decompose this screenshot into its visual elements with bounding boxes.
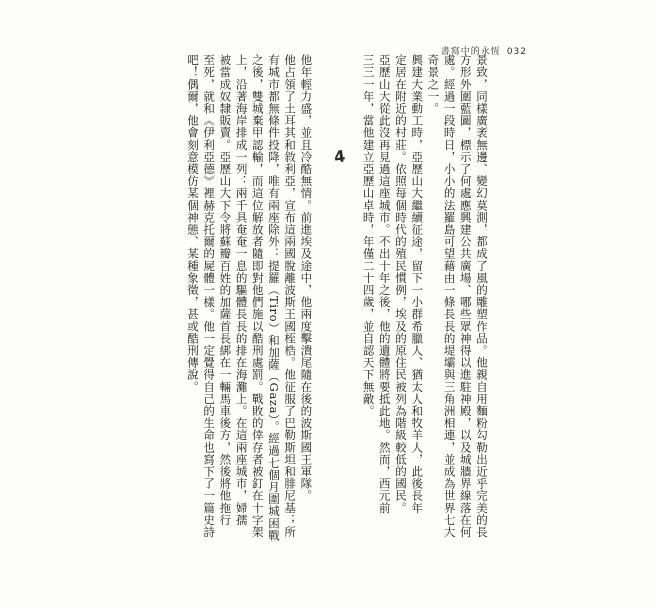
text-line: 至死，就和《伊利亞德》裡赫克托爾的屍體一樣。他一定覺得自己的生命也寫下了一篇史詩 [202,54,217,538]
text-line: 有城市都無條件投降，唯有兩座除外：提羅（Tiro）和加薩（Gaza）。經過七個月圍城困戰 [266,54,281,542]
text-line: 被當成奴隸販賣。亞歷山大下令將蘇瓣百姓的加薩首長綁在一輛馬車後方，然後將他拖行 [218,54,233,526]
text-line: 之後，雙城棄甲認輸，而這位解放者隨即對他們施以酷刑處罰。戰敗的倖存者被釘在十字架 [250,54,265,538]
vertical-text-block [185,54,490,542]
book-title: 書寫中的永恆 [440,47,501,57]
text-line: 上，沿著海岸排成一列：兩千具奄奄一息的驅體長長的排在海灘上。在這兩座城市，婦孺 [234,54,249,526]
text-line: 興建大業動工時，亞歷山大繼續征途，留下一小群希臘人、猶太人和牧羊人，此後長年 [410,54,425,514]
text-line: 奇景之一。 [426,54,441,115]
text-line: 他占領了土耳其和敘利亞，宣布這兩國脫離波斯王國桎梏。他征服了巴勒斯坦和腓尼基；所 [283,54,298,538]
text-line: 亞歷山大從此沒再見過這座城市。不出十年之後，他的遺體將要抵此地。然而，西元前 [377,54,392,514]
text-line: 景致，同樣廣袤無邊、變幻莫測，都成了風的雕塑作品。他親自用麵粉勾勒出近乎完美的長 [475,54,489,538]
text-line: 方形外圍藍圖，標示了何處應興建公共廣場、哪些眾神得以進駐神殿，以及城牆界線落在何 [458,54,473,538]
section-gap [342,54,360,454]
text-line: 定居在附近的村莊。依照每個時代的殖民慣例，埃及的原住民被列為階級較低的國民。 [393,54,408,514]
text-line: 三三一年，當他建立亞歷山卓時，年僅二十四歲，並自認天下無敵。 [361,54,376,417]
page-number: 032 [506,47,527,57]
handwritten-margin-mark: 4 [332,146,347,167]
text-line: 他年輕力盛，並且冷酷無情。前進埃及途中，他兩度擊潰尾隨在後的波斯國王軍隊。 [299,54,314,502]
section-gap [314,54,342,454]
text-line: 處。經過一段時日，小小的法羅島可望藉由一條長長的堤壩與三角洲相連，並成為世界七大 [442,54,457,538]
text-line: 吧！偶爾，他會刻意模仿某個神態、某種象徵，甚或酷刑傳說。 [185,54,200,393]
